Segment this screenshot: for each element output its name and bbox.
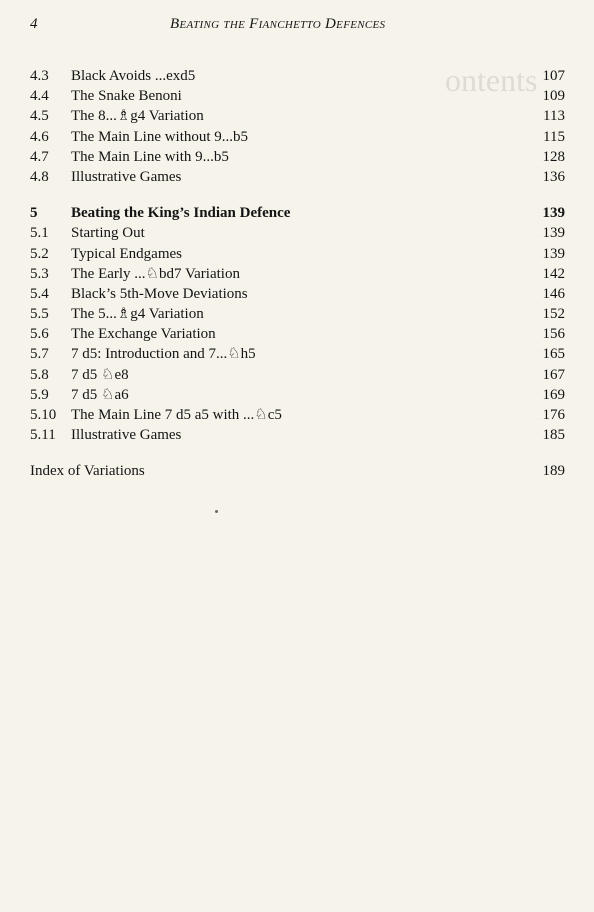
chapter-entry [30, 203, 568, 223]
section-page: 146 [542, 285, 565, 302]
section-title: The Early ...♘bd7 Variation [71, 265, 240, 282]
section-page: 109 [542, 88, 565, 105]
section-number: 5.7 [30, 346, 49, 363]
section-title: Black’s 5th-Move Deviations [71, 285, 248, 302]
toc-entry [30, 86, 568, 106]
section-number: 4.5 [30, 108, 49, 125]
section-page: 169 [542, 386, 565, 403]
index-entry [30, 461, 568, 481]
toc-entry [30, 264, 568, 284]
section-title: The Main Line 7 d5 a5 with ...♘c5 [71, 407, 282, 423]
show-through-background: ontents [300, 60, 560, 890]
section-page: 165 [542, 346, 565, 363]
section-number: 5.10 [30, 407, 57, 423]
section-page: 139 [542, 245, 565, 262]
section-number: 5.1 [30, 225, 49, 242]
section-number: 4.8 [30, 168, 49, 185]
section-number: 5.8 [30, 366, 49, 383]
toc-entry [30, 344, 568, 364]
section-title: The Main Line without 9...b5 [71, 128, 249, 145]
toc-entry [30, 385, 568, 405]
toc-entry [30, 324, 568, 344]
toc-entry [30, 147, 568, 167]
toc-entry [30, 405, 568, 425]
section-page: 113 [543, 108, 565, 125]
toc-entry [30, 365, 568, 385]
section-page: 167 [542, 366, 565, 383]
section-title: Illustrative Games [71, 427, 182, 444]
section-page: 185 [542, 427, 565, 444]
chapter-spacer [30, 187, 568, 203]
chapter-page: 139 [542, 205, 565, 222]
section-title: Illustrative Games [71, 168, 182, 185]
index-title: Index of Variations [30, 463, 145, 480]
section-number: 5.6 [30, 326, 49, 343]
toc-entry [30, 304, 568, 324]
section-title: The 5...♗g4 Variation [71, 306, 204, 323]
chapter-title: Beating the King’s Indian Defence [71, 205, 291, 222]
section-page: 176 [542, 407, 565, 423]
toc-entry [30, 284, 568, 304]
page-number: 4 [30, 16, 38, 32]
running-title: Beating the Fianchetto Defences [170, 16, 386, 32]
section-title: 7 d5 ♘e8 [71, 366, 129, 383]
section-number: 5.4 [30, 285, 49, 302]
toc-entry [30, 244, 568, 264]
section-page: 107 [542, 68, 565, 84]
section-title: Typical Endgames [71, 245, 182, 262]
section-number: 4.6 [30, 128, 49, 145]
section-title: The Exchange Variation [71, 326, 216, 343]
toc-entry [30, 106, 568, 126]
section-number: 5.5 [30, 306, 49, 323]
section-title: The Snake Benoni [71, 88, 182, 105]
section-title: Black Avoids ...exd5 [71, 68, 196, 84]
section-page: 136 [542, 168, 565, 185]
section-title: The Main Line with 9...b5 [71, 148, 229, 165]
section-title: 7 d5: Introduction and 7...♘h5 [71, 346, 256, 363]
section-page: 115 [543, 128, 565, 145]
section-page: 152 [542, 306, 565, 323]
section-title: The 8...♗g4 Variation [71, 108, 204, 125]
toc-entry [30, 66, 568, 86]
toc-entry [30, 167, 568, 187]
toc-entry [30, 223, 568, 243]
toc-entry [30, 127, 568, 147]
section-page: 139 [542, 225, 565, 242]
running-header [30, 16, 564, 36]
index-page: 189 [542, 463, 565, 480]
section-page: 128 [542, 148, 565, 165]
section-number: 5.3 [30, 265, 49, 282]
table-of-contents [30, 66, 568, 482]
section-page: 142 [542, 265, 565, 282]
section-title: 7 d5 ♘a6 [71, 386, 129, 403]
section-number: 4.7 [30, 148, 49, 165]
toc-entry [30, 425, 568, 445]
section-number: 5.2 [30, 245, 49, 262]
section-number: 5.9 [30, 386, 49, 403]
section-number: 5.11 [30, 427, 56, 444]
section-title: Starting Out [71, 225, 145, 242]
section-number: 4.3 [30, 68, 49, 84]
print-speck [215, 510, 218, 513]
section-number: 4.4 [30, 88, 49, 105]
index-spacer [30, 445, 568, 461]
section-page: 156 [542, 326, 565, 343]
chapter-number: 5 [30, 205, 38, 222]
